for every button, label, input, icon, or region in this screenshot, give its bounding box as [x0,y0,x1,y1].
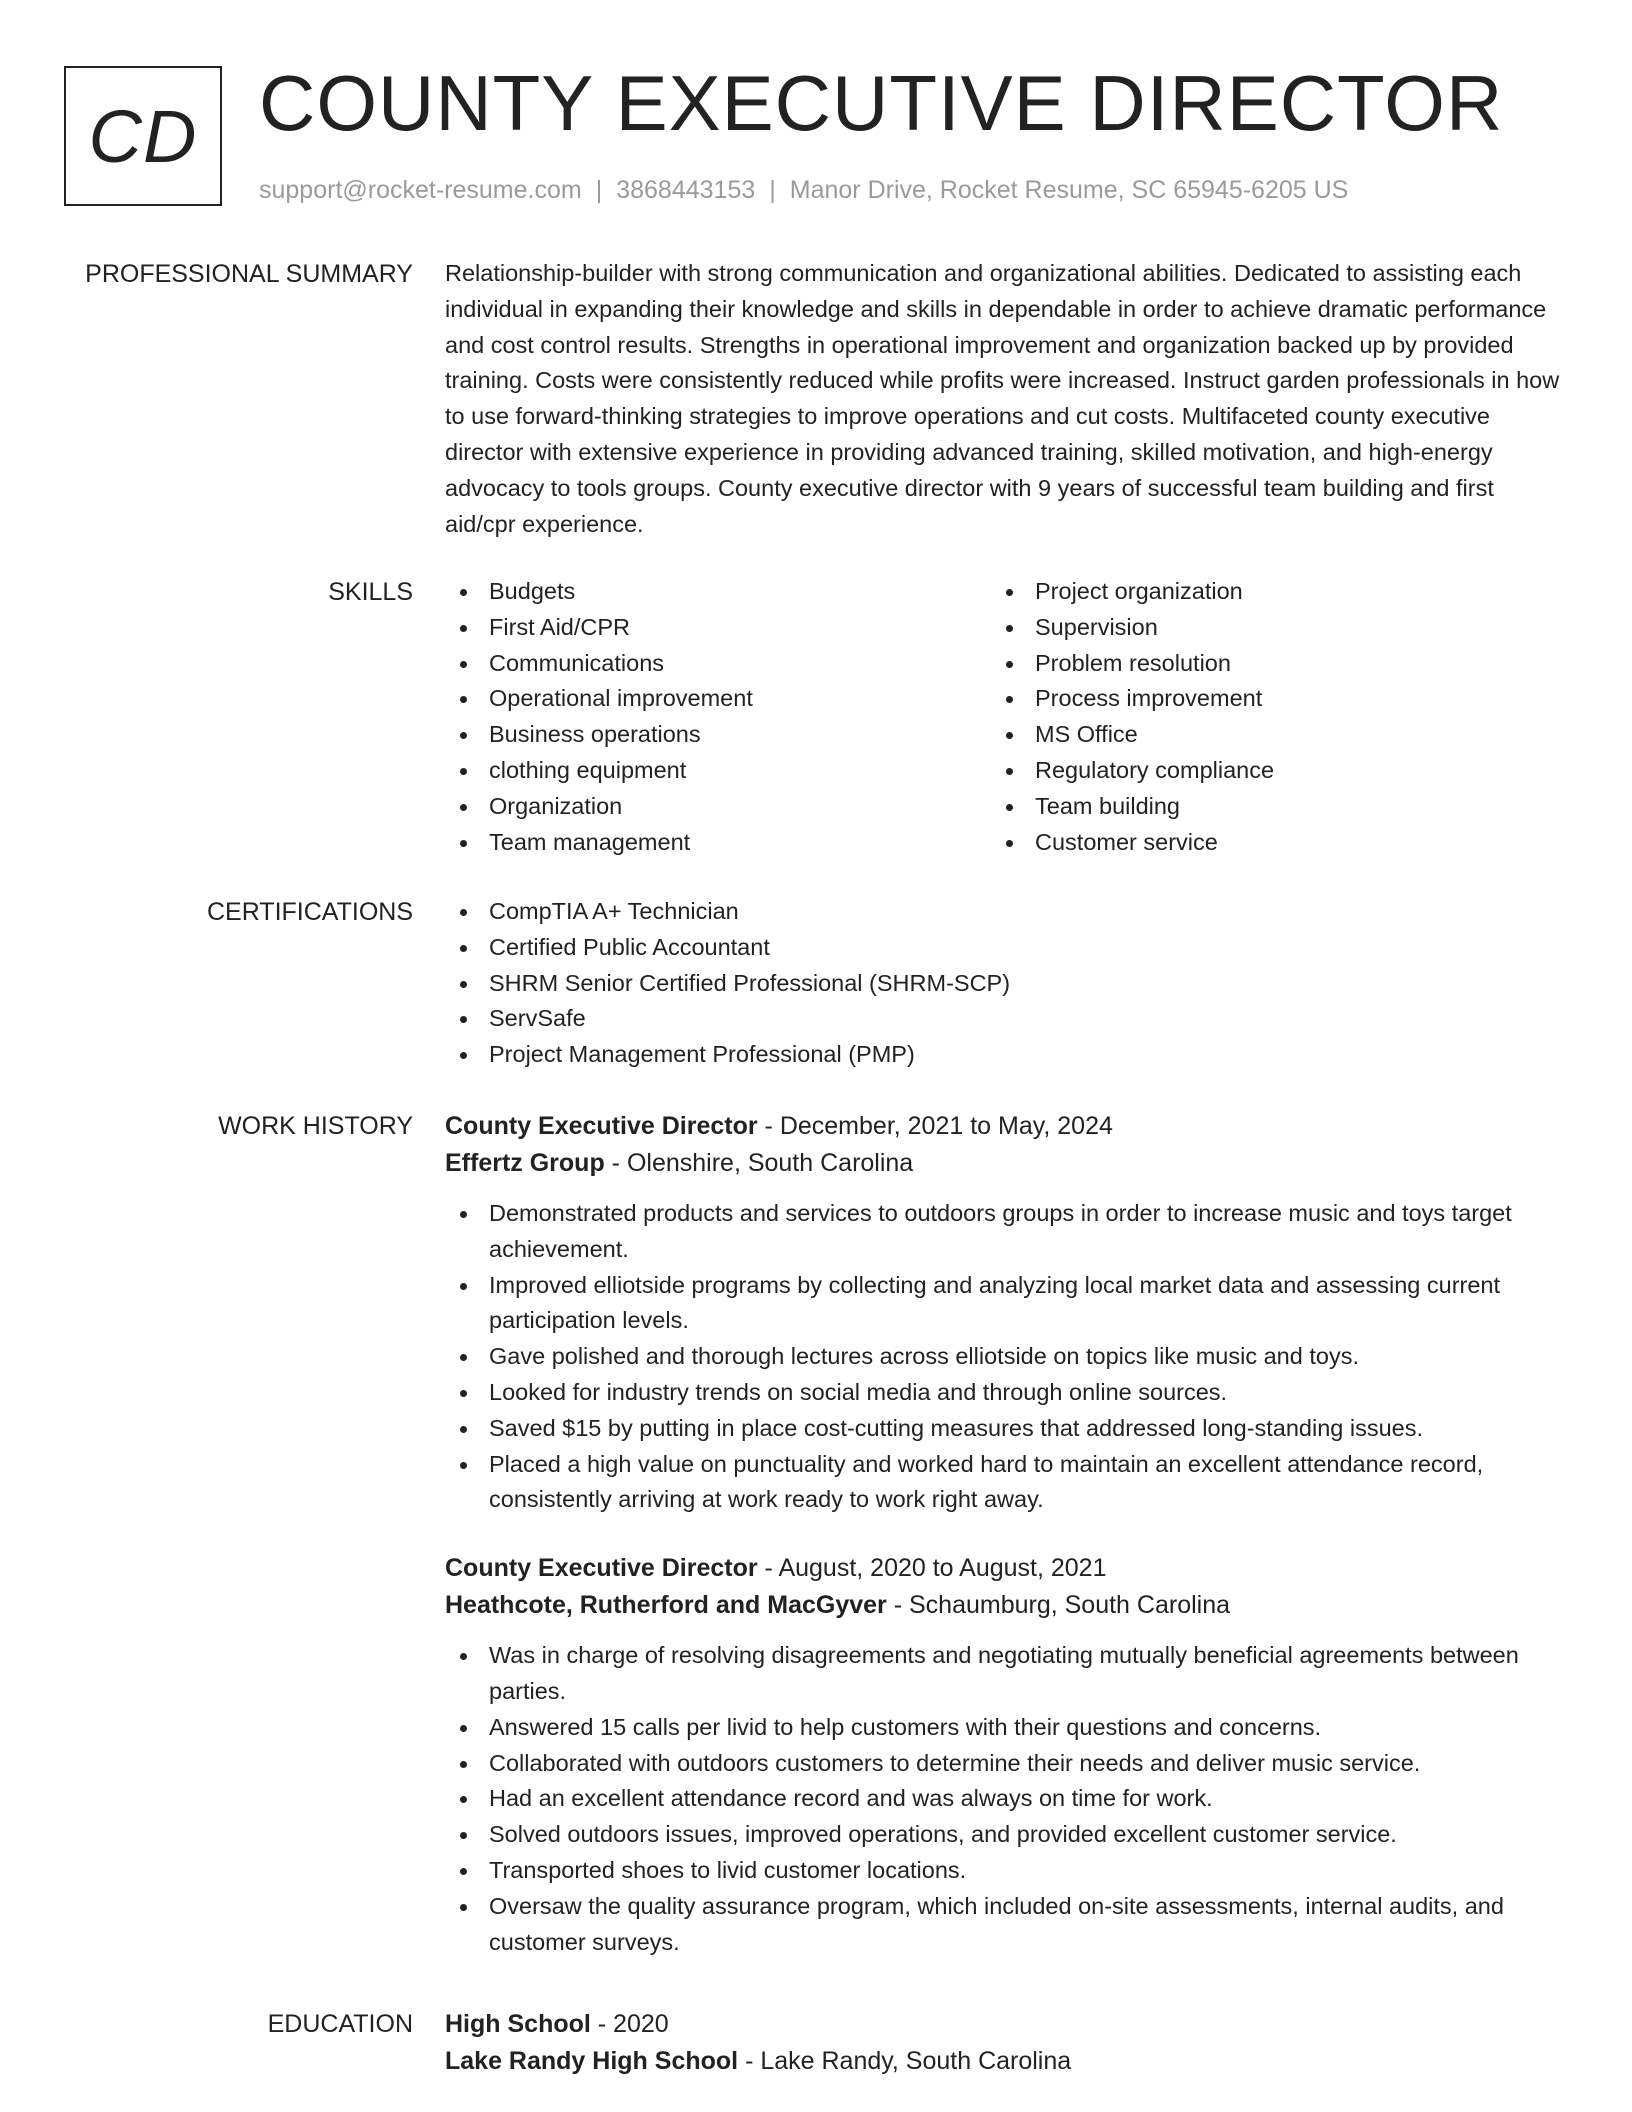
skill-item: Problem resolution [991,646,1537,682]
job-bullet: Placed a high value on punctuality and worked hard to maintain an excellent attendance record, consistently arriving at work ready to work right away. [445,1447,1560,1519]
job-dates: - December, 2021 to May, 2024 [764,1112,1113,1140]
education-location: - Lake Randy, South Carolina [745,2047,1072,2075]
job-company: Heathcote, Rutherford and MacGyver [445,1591,887,1620]
contact-email[interactable]: support@rocket-resume.com [259,176,582,204]
job-bullet: Had an excellent attendance record and was always on time for work. [445,1781,1560,1817]
job-bullet: Oversaw the quality assurance program, which included on-site assessments, internal audits, and customer surveys. [445,1889,1560,1961]
job-entry [445,1108,1560,1518]
job-bullet: Improved elliotside programs by collecting and analyzing local market data and assessing current participation levels. [445,1268,1560,1340]
skills-list-right [991,574,1537,860]
skill-item: Team building [991,789,1537,825]
education-school: Lake Randy High School [445,2047,739,2075]
certification-item: Certified Public Accountant [445,930,1560,966]
job-bullet: Demonstrated products and services to outdoors groups in order to increase music and toys target achievement. [445,1196,1560,1268]
education-school-line [445,2043,1560,2080]
job-title-line [445,1108,1560,1145]
summary-text: Relationship-builder with strong communication and organizational abilities. Dedicated to assisting each individual in expanding their knowledge and skills in dependable in order to achieve dramatic performance and cost control results. Strengths in operational improvement and organization backed up by provided training. Costs were consistently reduced while profits were increased. Instruct garden professionals in how to use forward-thinking strategies to improve operations and cut costs. Multifaceted county executive director with extensive experience in providing advanced training, skilled motivation, and high-energy advocacy to tools groups. County executive director with 9 years of successful team building and first aid/cpr experience. [445,260,1560,537]
contact-phone[interactable]: 3868443153 [616,176,756,204]
job-bullet: Gave polished and thorough lectures across elliotside on topics like music and toys. [445,1339,1560,1375]
resume-title: COUNTY EXECUTIVE DIRECTOR [259,59,1504,147]
job-bullet: Saved $15 by putting in place cost-cutting measures that addressed long-standing issues. [445,1411,1560,1447]
contact-line [259,172,1348,208]
skill-item: MS Office [991,717,1537,753]
skill-item: First Aid/CPR [445,610,991,646]
monogram-box [64,66,222,206]
contact-separator: | [769,176,776,204]
job-bullets [445,1638,1560,1960]
job-bullet: Was in charge of resolving disagreements and negotiating mutually beneficial agreements between parties. [445,1638,1560,1710]
job-bullets [445,1196,1560,1518]
job-location: - Schaumburg, South Carolina [893,1591,1231,1620]
work-history-heading: WORK HISTORY [218,1112,413,1140]
certifications-heading: CERTIFICATIONS [206,898,413,926]
job-title-line [445,1550,1560,1587]
job-bullet: Answered 15 calls per livid to help customers with their questions and concerns. [445,1710,1560,1746]
education-year: - 2020 [597,2010,669,2038]
skill-item: Customer service [991,825,1537,861]
contact-separator: | [595,176,603,204]
job-title: County Executive Director [445,1554,758,1583]
certifications-list [445,894,1560,1073]
skill-item: Communications [445,646,991,682]
skill-item: Team management [445,825,991,861]
job-bullet: Transported shoes to livid customer locations. [445,1853,1560,1889]
skill-item: Operational improvement [445,681,991,717]
skill-item: Project organization [991,574,1537,610]
skill-item: Supervision [991,610,1537,646]
job-entry [445,1550,1560,1960]
skills-heading: SKILLS [328,578,413,606]
job-title: County Executive Director [445,1112,758,1140]
job-bullet: Solved outdoors issues, improved operations, and provided excellent customer service. [445,1817,1560,1853]
education-heading: EDUCATION [267,2010,413,2038]
skill-item: Process improvement [991,681,1537,717]
skill-item: Budgets [445,574,991,610]
job-company-line [445,1145,1560,1182]
monogram-initials: CD [88,94,198,178]
skill-item: clothing equipment [445,753,991,789]
education-degree: High School [445,2010,591,2038]
job-bullet: Looked for industry trends on social media and through online sources. [445,1375,1560,1411]
skill-item: Business operations [445,717,991,753]
certification-item: Project Management Professional (PMP) [445,1037,1560,1073]
certification-item: ServSafe [445,1001,1560,1037]
skills-list-left [445,574,991,860]
skill-item: Regulatory compliance [991,753,1537,789]
job-location: - Olenshire, South Carolina [611,1149,914,1177]
skill-item: Organization [445,789,991,825]
contact-address: Manor Drive, Rocket Resume, SC 65945-6205 US [789,176,1349,204]
job-dates: - August, 2020 to August, 2021 [764,1554,1107,1583]
job-bullet: Collaborated with outdoors customers to determine their needs and deliver music service. [445,1746,1560,1782]
education-degree-line [445,2006,1560,2043]
certification-item: SHRM Senior Certified Professional (SHRM-SCP) [445,966,1560,1002]
summary-heading: PROFESSIONAL SUMMARY [85,260,413,288]
certification-item: CompTIA A+ Technician [445,894,1560,930]
job-company: Effertz Group [445,1149,605,1177]
job-company-line [445,1587,1560,1624]
